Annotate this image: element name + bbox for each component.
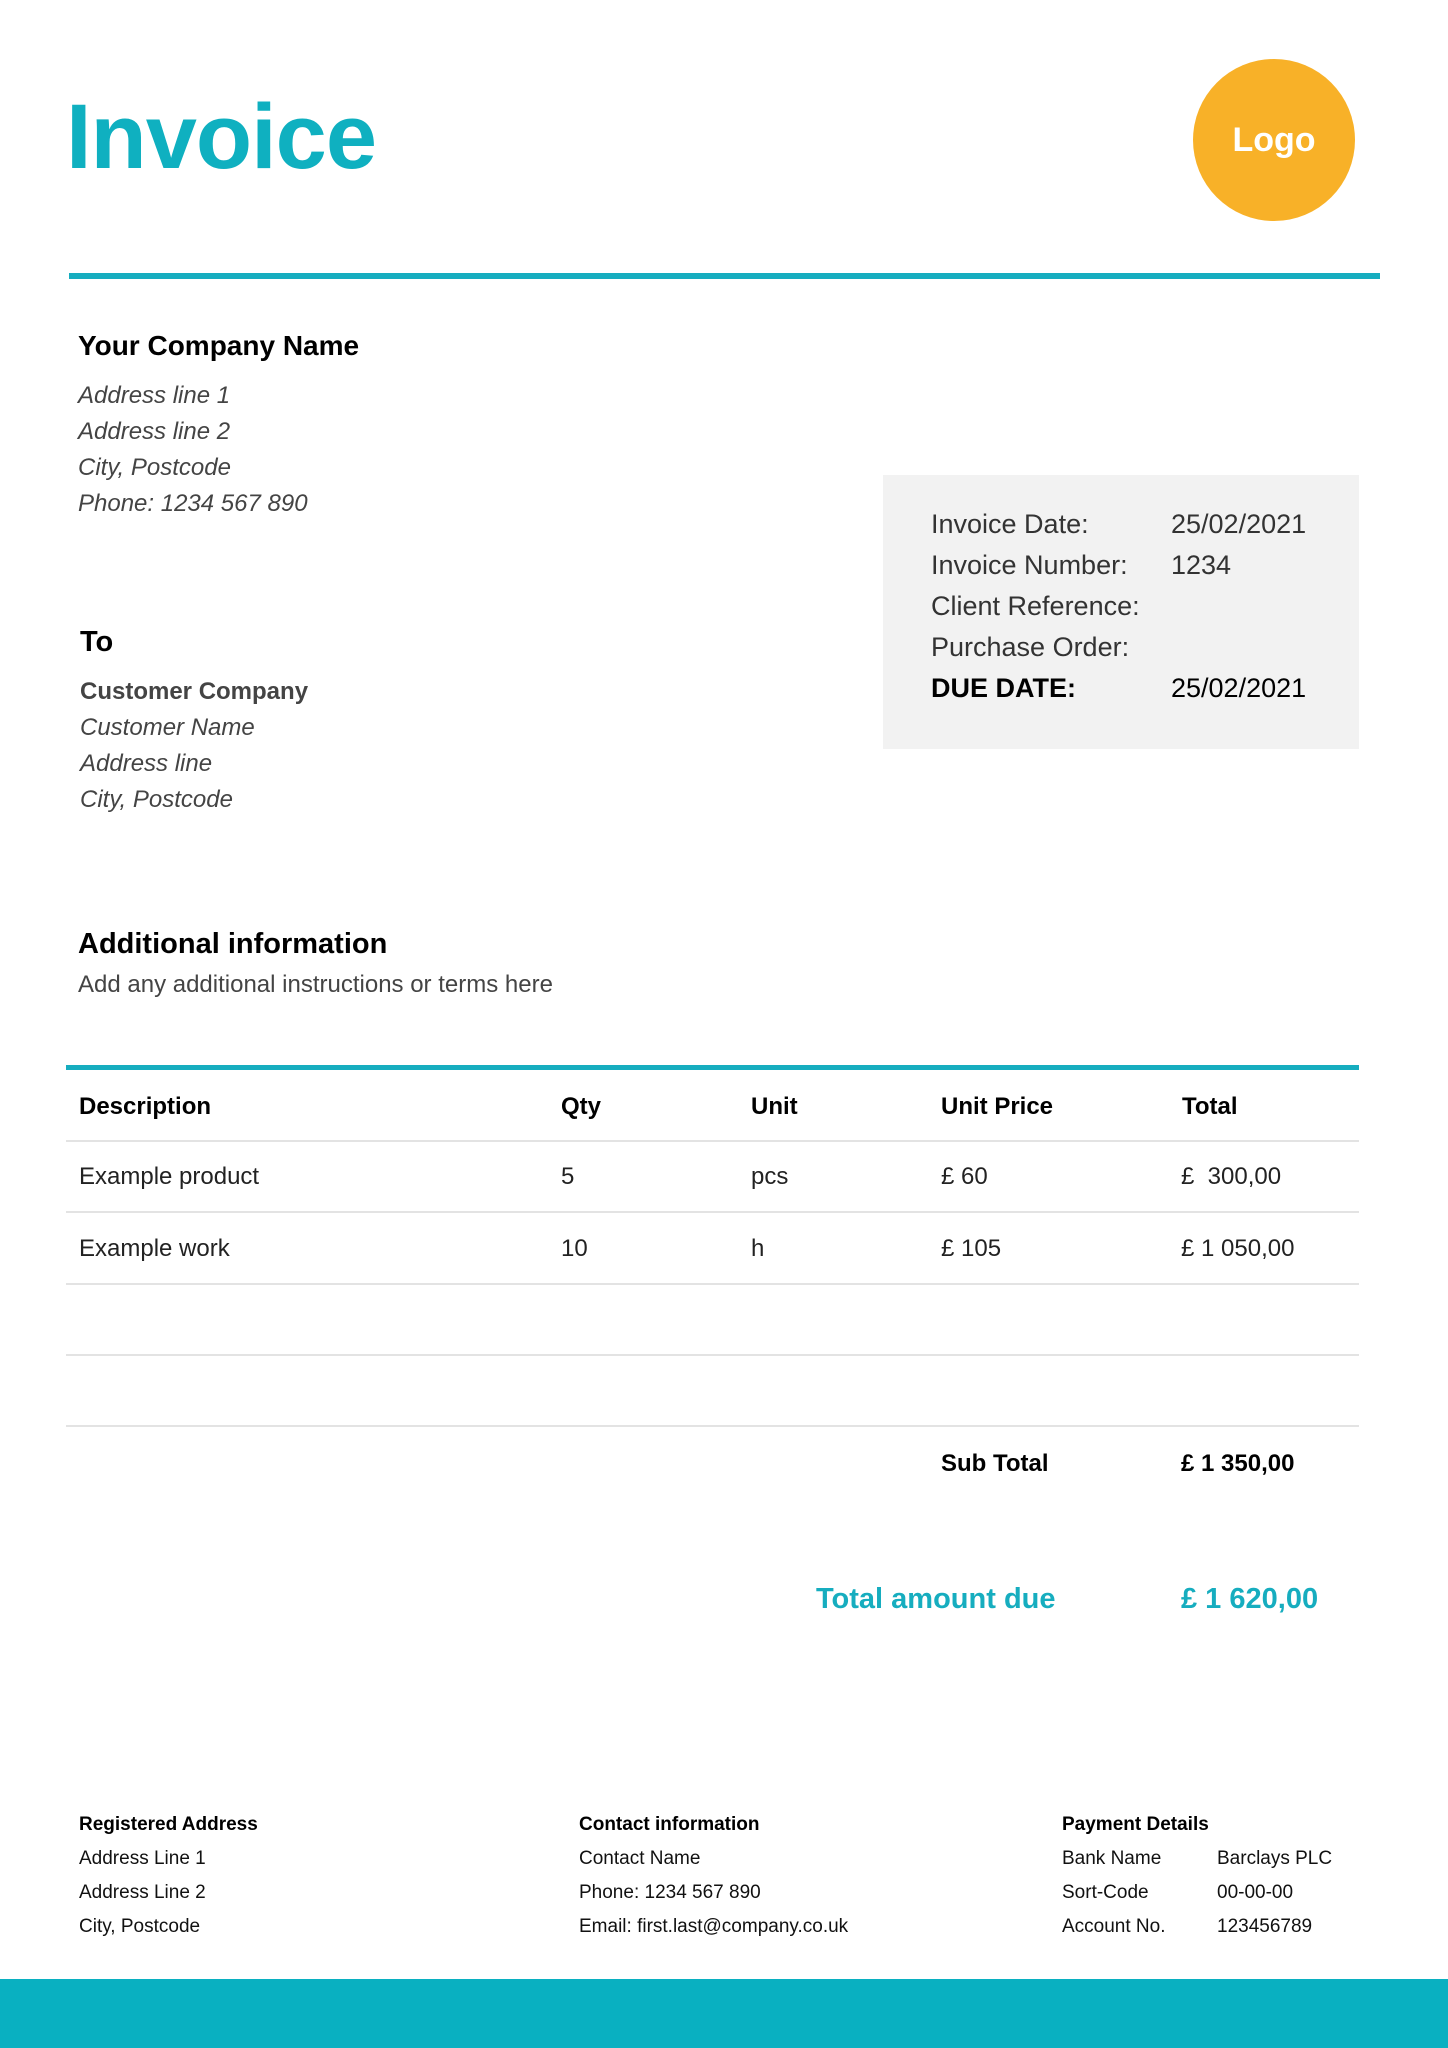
footer-contact-email[interactable]: Email: first.last@company.co.uk <box>579 1916 849 1937</box>
recipient-label: To <box>80 626 114 658</box>
recipient-address: Address line <box>80 750 213 777</box>
footer-sort-code-value: 00-00-00 <box>1217 1882 1294 1903</box>
sender-company-name: Your Company Name <box>78 330 360 361</box>
column-header-unit-price: Unit Price <box>941 1093 1054 1120</box>
row-2-unit-price: £ 105 <box>941 1235 1002 1262</box>
column-header-total: Total <box>1182 1093 1238 1120</box>
invoice-number-label: Invoice Number: <box>931 550 1128 580</box>
sender-address-line-2: Address line 2 <box>78 418 231 445</box>
subtotal-value: £ 1 350,00 <box>1181 1450 1295 1477</box>
column-header-qty: Qty <box>561 1093 602 1120</box>
table-row-divider <box>66 1140 1359 1142</box>
row-2-total: £ 1 050,00 <box>1181 1235 1295 1262</box>
subtotal-label: Sub Total <box>941 1450 1049 1477</box>
table-row-divider <box>66 1283 1359 1285</box>
sender-city-postcode: City, Postcode <box>78 454 231 481</box>
row-2-qty: 10 <box>561 1235 588 1262</box>
recipient-company: Customer Company <box>80 678 309 705</box>
invoice-date-label: Invoice Date: <box>931 509 1089 539</box>
footer-contact-phone: Phone: 1234 567 890 <box>579 1882 761 1903</box>
company-logo: Logo <box>1193 59 1355 221</box>
recipient-city-postcode: City, Postcode <box>80 786 233 813</box>
footer-bank-name-label: Bank Name <box>1062 1848 1162 1869</box>
row-2-unit: h <box>751 1235 765 1262</box>
sender-phone: Phone: 1234 567 890 <box>78 490 308 517</box>
footer-contact-title: Contact information <box>579 1814 760 1835</box>
footer-sort-code-label: Sort-Code <box>1062 1882 1149 1903</box>
invoice-number-value: 1234 <box>1171 550 1232 580</box>
row-1-unit: pcs <box>751 1163 789 1190</box>
footer-registered-title: Registered Address <box>79 1814 258 1835</box>
row-1-unit-price: £ 60 <box>941 1163 988 1190</box>
additional-info-text: Add any additional instructions or terms here <box>78 971 553 998</box>
recipient-name: Customer Name <box>80 714 255 741</box>
sender-address-line-1: Address line 1 <box>78 382 231 409</box>
table-row-divider <box>66 1211 1359 1213</box>
footer-contact-name: Contact Name <box>579 1848 701 1869</box>
due-date-value: 25/02/2021 <box>1171 673 1307 703</box>
row-1-description: Example product <box>79 1163 260 1190</box>
footer-registered-line-2: Address Line 2 <box>79 1882 206 1903</box>
table-top-rule <box>66 1065 1359 1070</box>
invoice-title: Invoice <box>66 86 377 188</box>
footer-registered-line-3: City, Postcode <box>79 1916 201 1937</box>
header-divider <box>69 273 1380 279</box>
footer-payment-title: Payment Details <box>1062 1814 1209 1835</box>
row-2-description: Example work <box>79 1235 230 1262</box>
footer-registered-line-1: Address Line 1 <box>79 1848 206 1869</box>
additional-info-title: Additional information <box>78 928 388 960</box>
purchase-order-label: Purchase Order: <box>931 632 1130 662</box>
row-1-total: £ 300,00 <box>1181 1163 1282 1190</box>
table-row-divider <box>66 1354 1359 1356</box>
footer-bank-name-value: Barclays PLC <box>1217 1848 1333 1869</box>
column-header-unit: Unit <box>751 1093 798 1120</box>
client-reference-label: Client Reference: <box>931 591 1140 621</box>
footer-account-value: 123456789 <box>1217 1916 1313 1937</box>
table-row-divider <box>66 1425 1359 1427</box>
total-due-label: Total amount due <box>816 1583 1056 1615</box>
invoice-date-value: 25/02/2021 <box>1171 509 1307 539</box>
row-1-qty: 5 <box>561 1163 575 1190</box>
footer-accent-bar <box>0 1979 1448 2048</box>
invoice-info-box <box>883 475 1359 749</box>
total-due-value: £ 1 620,00 <box>1181 1583 1319 1615</box>
column-header-description: Description <box>79 1093 212 1120</box>
footer-account-label: Account No. <box>1062 1916 1166 1937</box>
due-date-label: DUE DATE: <box>931 673 1076 703</box>
